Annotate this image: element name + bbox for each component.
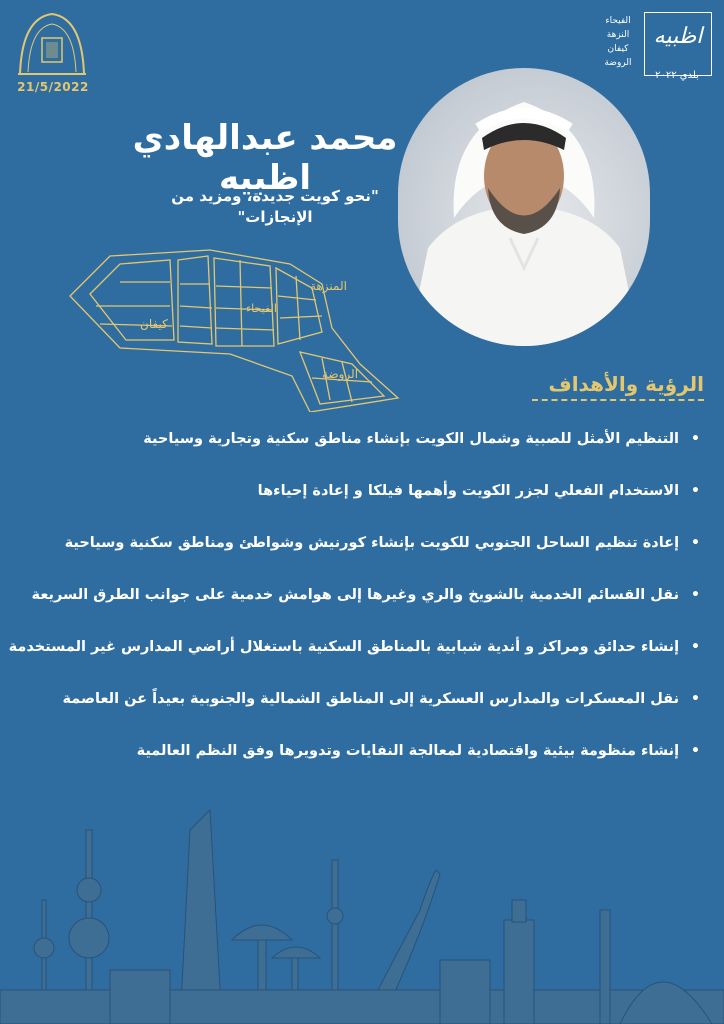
- list-item: [40, 532, 700, 584]
- section-divider: [532, 399, 704, 401]
- goal-text: إنشاء حدائق ومراكز و أندية شبابية بالمناطق السكنية باستغلال أراضي المدارس غير المستخدمة: [8, 639, 680, 655]
- bullet-icon: •: [691, 691, 700, 707]
- list-item: [40, 480, 700, 532]
- list-item: [40, 688, 700, 740]
- map-label: المنزهة: [310, 279, 347, 293]
- portrait-figure-icon: [398, 68, 650, 346]
- section-title: الرؤية والأهداف: [548, 372, 704, 396]
- areas-list: [596, 14, 640, 70]
- goal-text: إعادة تنظيم الساحل الجنوبي للكويت بإنشاء كورنيش وشواطئ ومناطق سكنية وسياحية: [64, 535, 680, 551]
- map-label: الروضة: [322, 367, 359, 381]
- list-item: [8, 636, 700, 688]
- list-item: [40, 428, 700, 480]
- slogan-line: الإنجازات": [237, 208, 313, 226]
- date-label: 21/5/2022: [17, 80, 89, 94]
- list-item: [40, 740, 700, 792]
- slogan-line: "نحو كويت جديدة، ومزيد من: [171, 187, 379, 205]
- bullet-icon: •: [691, 431, 700, 447]
- slogan: [155, 186, 395, 228]
- municipal-emblem-icon: [12, 8, 92, 88]
- map-label: الفيحاء: [246, 302, 277, 315]
- candidate-name: محمد عبدالهادي اظبيه: [132, 118, 398, 198]
- area-item: الروضة: [604, 58, 632, 68]
- goal-text: نقل القسائم الخدمية بالشويخ والري وغيرها إلى هوامش خدمية على جوانب الطرق السريعة: [31, 587, 680, 603]
- goal-text: الاستخدام الفعلي لجزر الكويت وأهمها فيلكا و إعادة إحياءها: [257, 483, 680, 499]
- bullet-icon: •: [691, 639, 700, 655]
- kuwait-skyline-icon: [0, 790, 724, 1024]
- goal-text: التنظيم الأمثل للصبية وشمال الكويت بإنشاء مناطق سكنية وتجارية وسياحية: [143, 431, 680, 447]
- goal-text: إنشاء منظومة بيئية واقتصادية لمعالجة النفايات وتدويرها وفق النظم العالمية: [136, 743, 680, 759]
- areas-map: [60, 236, 404, 412]
- goal-text: نقل المعسكرات والمدارس العسكرية إلى المناطق الشمالية والجنوبية بعيداً عن العاصمة: [62, 691, 680, 707]
- area-item: كيفان: [607, 44, 629, 54]
- candidate-portrait: [398, 68, 650, 346]
- goals-list: [8, 428, 700, 792]
- area-item: الفيحاء: [605, 16, 631, 26]
- bullet-icon: •: [691, 483, 700, 499]
- logo-signature: اظبيه: [653, 24, 703, 49]
- logo-subtitle: بلدي ٢٠٢٢: [655, 70, 699, 81]
- bullet-icon: •: [691, 535, 700, 551]
- map-label: كيفان: [140, 317, 168, 331]
- bullet-icon: •: [691, 587, 700, 603]
- bullet-icon: •: [691, 743, 700, 759]
- list-item: [31, 584, 700, 636]
- area-item: النزهة: [606, 30, 630, 40]
